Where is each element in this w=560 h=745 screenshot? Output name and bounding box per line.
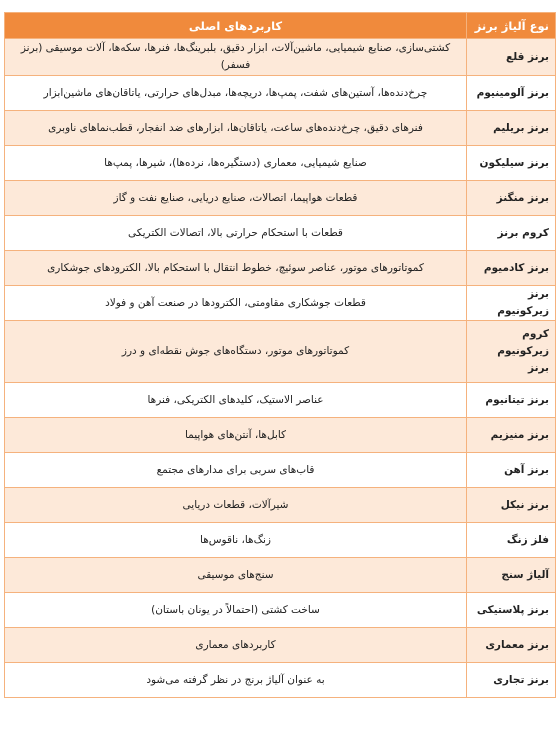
table-row — [5, 286, 556, 321]
applications-cell: قطعات با استحکام حرارتی بالا، اتصالات الکتریکی — [5, 216, 467, 251]
table-row — [5, 251, 556, 286]
applications-cell: شیرآلات، قطعات دریایی — [5, 488, 467, 523]
alloy-type-cell: برنز منگنز — [467, 181, 556, 216]
table-row — [5, 146, 556, 181]
alloy-type-cell: برنز آهن — [467, 453, 556, 488]
applications-cell: سنج‌های موسیقی — [5, 558, 467, 593]
applications-cell: کابل‌ها، آنتن‌های هواپیما — [5, 418, 467, 453]
alloy-type-cell: برنز تیتانیوم — [467, 383, 556, 418]
alloy-type-cell: آلیاژ سنج — [467, 558, 556, 593]
applications-cell: قطعات هواپیما، اتصالات، صنایع دریایی، صنایع نفت و گاز — [5, 181, 467, 216]
header-main-applications: کاربردهای اصلی — [5, 13, 467, 39]
applications-cell: به عنوان آلیاژ برنج در نظر گرفته می‌شود — [5, 663, 467, 698]
applications-cell: قطعات جوشکاری مقاومتی، الکترودها در صنعت آهن و فولاد — [5, 286, 467, 321]
table-row — [5, 383, 556, 418]
applications-cell: کاربردهای معماری — [5, 628, 467, 663]
applications-cell: کموتاتورهای موتور، دستگاه‌های جوش نقطه‌ای و درز — [5, 321, 467, 383]
alloy-type-cell: برنز آلومینیوم — [467, 76, 556, 111]
table-row — [5, 216, 556, 251]
table-row — [5, 181, 556, 216]
alloy-type-cell: برنز بریلیم — [467, 111, 556, 146]
table-row — [5, 663, 556, 698]
alloy-type-cell: کروم زیرکونیوم برنز — [467, 321, 556, 383]
table-row — [5, 593, 556, 628]
alloy-type-cell: برنز منیزیم — [467, 418, 556, 453]
table-row — [5, 39, 556, 76]
applications-cell: فنرهای دقیق، چرخ‌دنده‌های ساعت، یاتاقان‌ها، ابزارهای ضد انفجار، قطب‌نماهای ناوبری — [5, 111, 467, 146]
alloy-type-cell: برنز قلع — [467, 39, 556, 76]
table-row — [5, 453, 556, 488]
table-row — [5, 488, 556, 523]
alloy-type-cell: فلز زنگ — [467, 523, 556, 558]
bronze-alloys-table — [4, 12, 556, 698]
table-row — [5, 628, 556, 663]
alloy-type-cell: برنز نیکل — [467, 488, 556, 523]
applications-cell: صنایع شیمیایی، معماری (دستگیره‌ها، نرده‌ها)، شیرها، پمپ‌ها — [5, 146, 467, 181]
table-row — [5, 418, 556, 453]
table-row — [5, 76, 556, 111]
applications-cell: ساخت کشتی (احتمالاً در یونان باستان) — [5, 593, 467, 628]
alloy-type-cell: برنز زیرکونیوم — [467, 286, 556, 321]
table-row — [5, 111, 556, 146]
alloy-type-cell: برنز سیلیکون — [467, 146, 556, 181]
applications-cell: چرخ‌دنده‌ها، آستین‌های شفت، پمپ‌ها، دریچه‌ها، مبدل‌های حرارتی، یاتاقان‌های ماشین‌ابزار — [5, 76, 467, 111]
applications-cell: قاب‌های سربی برای مدارهای مجتمع — [5, 453, 467, 488]
alloy-type-cell: برنز پلاستیکی — [467, 593, 556, 628]
alloy-type-cell: برنز تجاری — [467, 663, 556, 698]
applications-cell: زنگ‌ها، ناقوس‌ها — [5, 523, 467, 558]
table-header-row — [5, 13, 556, 39]
table-row — [5, 321, 556, 383]
alloy-type-cell: کروم برنز — [467, 216, 556, 251]
applications-cell: کموتاتورهای موتور، عناصر سوئیچ، خطوط انتقال با استحکام بالا، الکترودهای جوشکاری — [5, 251, 467, 286]
applications-cell: کشتی‌سازی، صنایع شیمیایی، ماشین‌آلات، ابزار دقیق، بلبرینگ‌ها، فنرها، سکه‌ها، آلات موسیقی (برنز فسفر) — [5, 39, 467, 76]
alloy-type-cell: برنز معماری — [467, 628, 556, 663]
applications-cell: عناصر الاستیک، کلیدهای الکتریکی، فنرها — [5, 383, 467, 418]
table-body — [5, 39, 556, 698]
table-row — [5, 558, 556, 593]
header-alloy-type: نوع آلیاژ برنز — [467, 13, 556, 39]
alloy-type-cell: برنز کادمیوم — [467, 251, 556, 286]
table-row — [5, 523, 556, 558]
